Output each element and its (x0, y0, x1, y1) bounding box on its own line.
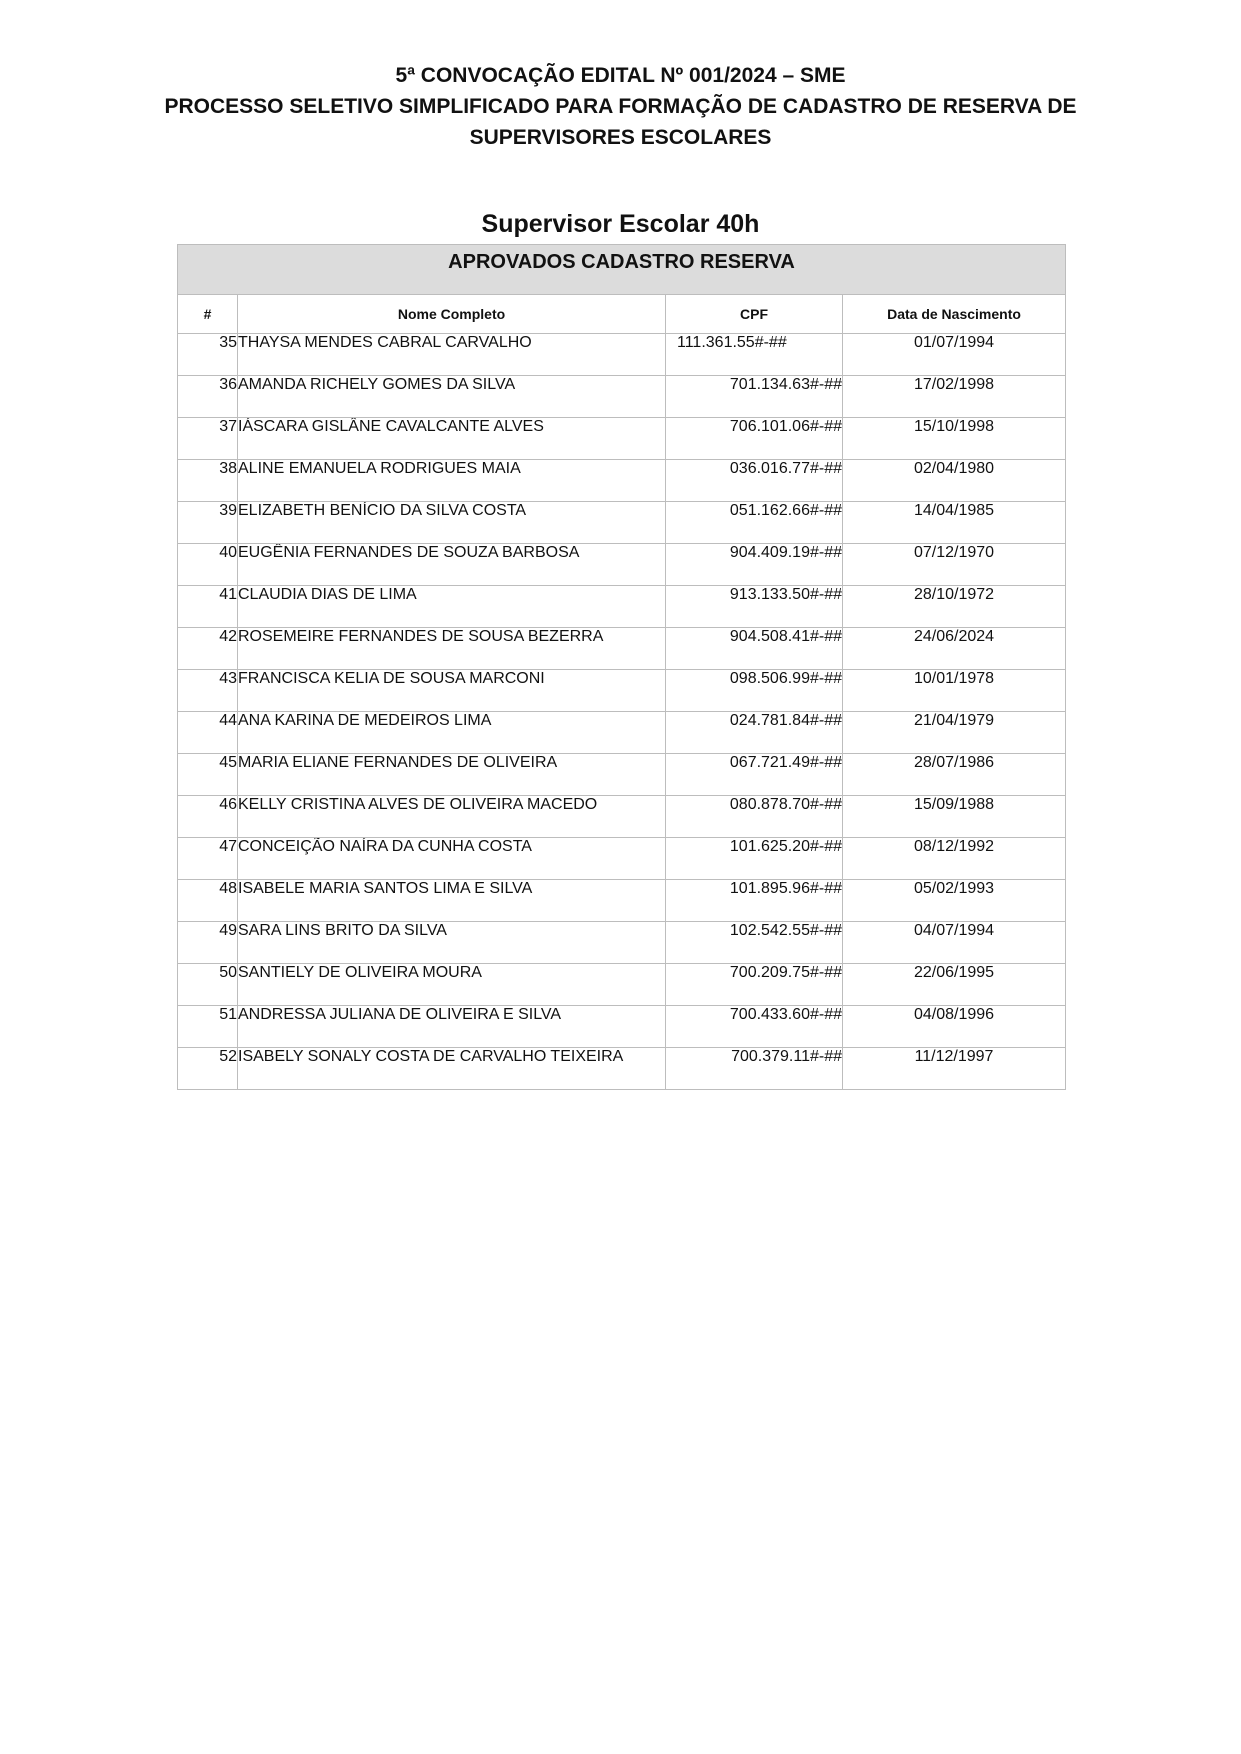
candidate-cpf: 706.101.06#-## (666, 418, 843, 460)
candidate-birthdate: 14/04/1985 (843, 502, 1066, 544)
row-number: 45 (178, 754, 238, 796)
table-row (178, 796, 1066, 838)
header-line-role: SUPERVISORES ESCOLARES (469, 126, 772, 149)
candidate-birthdate: 01/07/1994 (843, 334, 1066, 376)
candidate-cpf: 904.409.19#-## (666, 544, 843, 586)
row-number: 50 (178, 964, 238, 1006)
candidate-cpf: 904.508.41#-## (666, 628, 843, 670)
header-line-convocation: 5ª CONVOCAÇÃO EDITAL Nº 001/2024 – SME (395, 64, 846, 87)
candidate-name: ANDRESSA JULIANA DE OLIVEIRA E SILVA (238, 1006, 666, 1048)
table-row (178, 964, 1066, 1006)
row-number: 47 (178, 838, 238, 880)
candidate-name: ELIZABETH BENÍCIO DA SILVA COSTA (238, 502, 666, 544)
candidate-birthdate: 28/07/1986 (843, 754, 1066, 796)
row-number: 44 (178, 712, 238, 754)
candidate-cpf: 700.209.75#-## (666, 964, 843, 1006)
table-row (178, 670, 1066, 712)
candidate-birthdate: 02/04/1980 (843, 460, 1066, 502)
table-row (178, 334, 1066, 376)
candidate-cpf: 067.721.49#-## (666, 754, 843, 796)
candidate-name: ANA KARINA DE MEDEIROS LIMA (238, 712, 666, 754)
row-number: 38 (178, 460, 238, 502)
candidate-name: THAYSA MENDES CABRAL CARVALHO (238, 334, 666, 376)
column-header-number: # (178, 295, 238, 334)
row-number: 49 (178, 922, 238, 964)
row-number: 43 (178, 670, 238, 712)
candidate-name: ROSEMEIRE FERNANDES DE SOUSA BEZERRA (238, 628, 666, 670)
table-banner-row (178, 245, 1066, 295)
candidate-name: ALINE EMANUELA RODRIGUES MAIA (238, 460, 666, 502)
candidate-cpf: 080.878.70#-## (666, 796, 843, 838)
candidate-birthdate: 11/12/1997 (843, 1048, 1066, 1090)
column-header-birthdate: Data de Nascimento (843, 295, 1066, 334)
approved-candidates-table (177, 244, 1066, 1090)
row-number: 41 (178, 586, 238, 628)
candidate-birthdate: 04/07/1994 (843, 922, 1066, 964)
row-number: 51 (178, 1006, 238, 1048)
candidate-cpf: 700.433.60#-## (666, 1006, 843, 1048)
row-number: 37 (178, 418, 238, 460)
row-number: 46 (178, 796, 238, 838)
table-row (178, 922, 1066, 964)
table-body (178, 334, 1066, 1090)
candidate-name: AMANDA RICHELY GOMES DA SILVA (238, 376, 666, 418)
table-row (178, 502, 1066, 544)
candidate-cpf: 102.542.55#-## (666, 922, 843, 964)
section-title: Supervisor Escolar 40h (481, 210, 760, 238)
candidate-name: IÁSCARA GISLÂNE CAVALCANTE ALVES (238, 418, 666, 460)
candidate-birthdate: 17/02/1998 (843, 376, 1066, 418)
row-number: 39 (178, 502, 238, 544)
table-row (178, 544, 1066, 586)
table-row (178, 754, 1066, 796)
row-number: 40 (178, 544, 238, 586)
candidate-name: MARIA ELIANE FERNANDES DE OLIVEIRA (238, 754, 666, 796)
row-number: 48 (178, 880, 238, 922)
candidate-birthdate: 15/09/1988 (843, 796, 1066, 838)
table-row (178, 1048, 1066, 1090)
header-line-process: PROCESSO SELETIVO SIMPLIFICADO PARA FORMAÇÃO DE CADASTRO DE RESERVA DE (164, 95, 1077, 118)
column-header-cpf: CPF (666, 295, 843, 334)
table-row (178, 880, 1066, 922)
candidate-cpf: 111.361.55#-## (666, 334, 843, 376)
candidate-birthdate: 05/02/1993 (843, 880, 1066, 922)
table-row (178, 838, 1066, 880)
table-row (178, 628, 1066, 670)
candidate-cpf: 700.379.11#-## (666, 1048, 843, 1090)
table-row (178, 586, 1066, 628)
candidate-cpf: 701.134.63#-## (666, 376, 843, 418)
document-header (0, 60, 1241, 153)
candidate-name: CLAUDIA DIAS DE LIMA (238, 586, 666, 628)
candidate-birthdate: 10/01/1978 (843, 670, 1066, 712)
candidate-name: ISABELE MARIA SANTOS LIMA E SILVA (238, 880, 666, 922)
candidate-birthdate: 07/12/1970 (843, 544, 1066, 586)
row-number: 36 (178, 376, 238, 418)
table-row (178, 376, 1066, 418)
candidate-cpf: 101.625.20#-## (666, 838, 843, 880)
candidate-cpf: 101.895.96#-## (666, 880, 843, 922)
candidate-name: ISABELY SONALY COSTA DE CARVALHO TEIXEIRA (238, 1048, 666, 1090)
table-row (178, 418, 1066, 460)
candidate-cpf: 051.162.66#-## (666, 502, 843, 544)
table-column-header-row (178, 295, 1066, 334)
candidate-cpf: 036.016.77#-## (666, 460, 843, 502)
candidate-name: SANTIELY DE OLIVEIRA MOURA (238, 964, 666, 1006)
row-number: 52 (178, 1048, 238, 1090)
candidate-cpf: 913.133.50#-## (666, 586, 843, 628)
candidate-name: EUGÊNIA FERNANDES DE SOUZA BARBOSA (238, 544, 666, 586)
candidate-birthdate: 21/04/1979 (843, 712, 1066, 754)
row-number: 42 (178, 628, 238, 670)
table-banner: APROVADOS CADASTRO RESERVA (178, 245, 1066, 295)
table-row (178, 460, 1066, 502)
candidate-birthdate: 28/10/1972 (843, 586, 1066, 628)
candidate-birthdate: 15/10/1998 (843, 418, 1066, 460)
candidate-birthdate: 22/06/1995 (843, 964, 1066, 1006)
candidate-birthdate: 08/12/1992 (843, 838, 1066, 880)
candidate-name: SARA LINS BRITO DA SILVA (238, 922, 666, 964)
table-row (178, 1006, 1066, 1048)
row-number: 35 (178, 334, 238, 376)
candidate-name: KELLY CRISTINA ALVES DE OLIVEIRA MACEDO (238, 796, 666, 838)
table-row (178, 712, 1066, 754)
column-header-name: Nome Completo (238, 295, 666, 334)
candidate-name: CONCEIÇÃO NAÍRA DA CUNHA COSTA (238, 838, 666, 880)
candidate-birthdate: 04/08/1996 (843, 1006, 1066, 1048)
candidate-birthdate: 24/06/2024 (843, 628, 1066, 670)
candidate-name: FRANCISCA KELIA DE SOUSA MARCONI (238, 670, 666, 712)
candidate-cpf: 024.781.84#-## (666, 712, 843, 754)
candidate-cpf: 098.506.99#-## (666, 670, 843, 712)
